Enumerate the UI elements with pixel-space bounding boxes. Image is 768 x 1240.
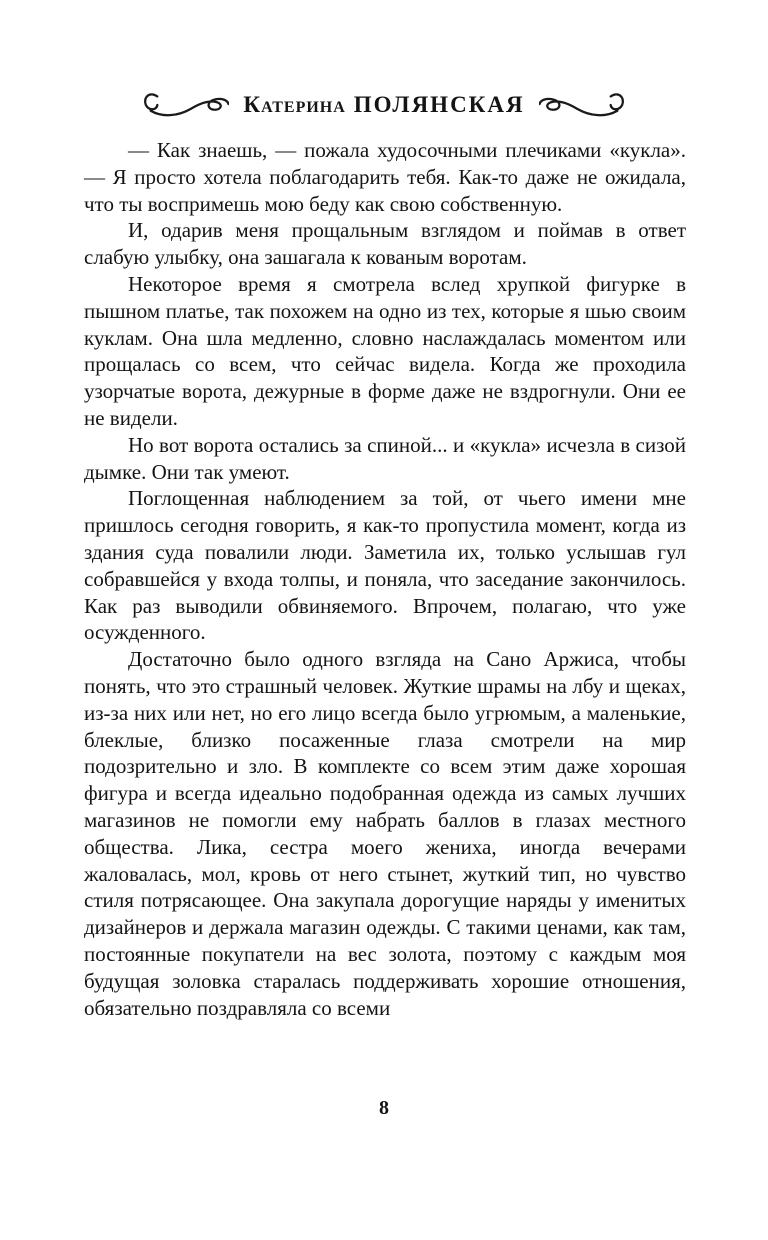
author-name (243, 92, 524, 118)
paragraph: И, одарив меня прощальным взглядом и поймав в ответ слабую улыбку, она зашагала к кованым воротам. (84, 218, 686, 270)
paragraph: — Как знаешь, — пожала худосочными плечиками «кукла». — Я просто хотела поблагодарить тебя. Как-то даже не ожидала, что ты воспримешь мою беду как свою собственную. (84, 138, 686, 216)
page-number: 8 (379, 1097, 389, 1119)
paragraph: Но вот ворота остались за спиной... и «кукла» исчезла в сизой дымке. Они так умеют. (84, 432, 686, 484)
flourish-left-icon (143, 90, 229, 120)
running-header (0, 90, 768, 120)
paragraph: Некоторое время я смотрела вслед хрупкой фигурке в пышном платье, так похожем на одно из тех, которые я шью своим куклам. Она шла медленно, словно наслаждалась моментом или прощалась со всем, что сейчас видела. Когда же проходила узорчатые ворота, дежурные в форме даже не вздрогнули. Они ее не видели. (84, 271, 686, 430)
paragraph: Поглощенная наблюдением за той, от чьего имени мне пришлось сегодня говорить, я как-то пропустила момент, когда из здания суда повалили люди. Заметила их, только услышав гул собравшейся у входа толпы, и поняла, что заседание закончилось. Как раз выводили обвиняемого. Впрочем, полагаю, что уже осужденного. (84, 486, 686, 645)
author-surname: ПОЛЯНСКАЯ (353, 92, 525, 117)
page-text (84, 137, 686, 1021)
author-first-name: Катерина (243, 92, 346, 117)
flourish-right-icon (539, 90, 625, 120)
paragraph: Достаточно было одного взгляда на Сано Аржиса, чтобы понять, что это страшный человек. Жуткие шрамы на лбу и щеках, из-за них или нет, но его лицо всегда было угрюмым, а маленькие, блеклые, близко посаженные глаза смотрели на мир подозрительно и зло. В комплекте со всем этим даже хорошая фигура и всегда идеально подобранная одежда из самых лучших магазинов не помогли ему набрать баллов в глазах местного общества. Лика, сестра моего жениха, иногда вечерами жаловалась, мол, кровь от него стынет, жуткий тип, но чувство стиля потрясающее. Она закупала дорогущие наряды у именитых дизайнеров и держала магазин одежды. С такими ценами, как там, постоянные покупатели на вес золота, поэтому с каждым моя будущая золовка старалась поддерживать хорошие отношения, обязательно поздравляла со всеми (84, 647, 686, 1020)
